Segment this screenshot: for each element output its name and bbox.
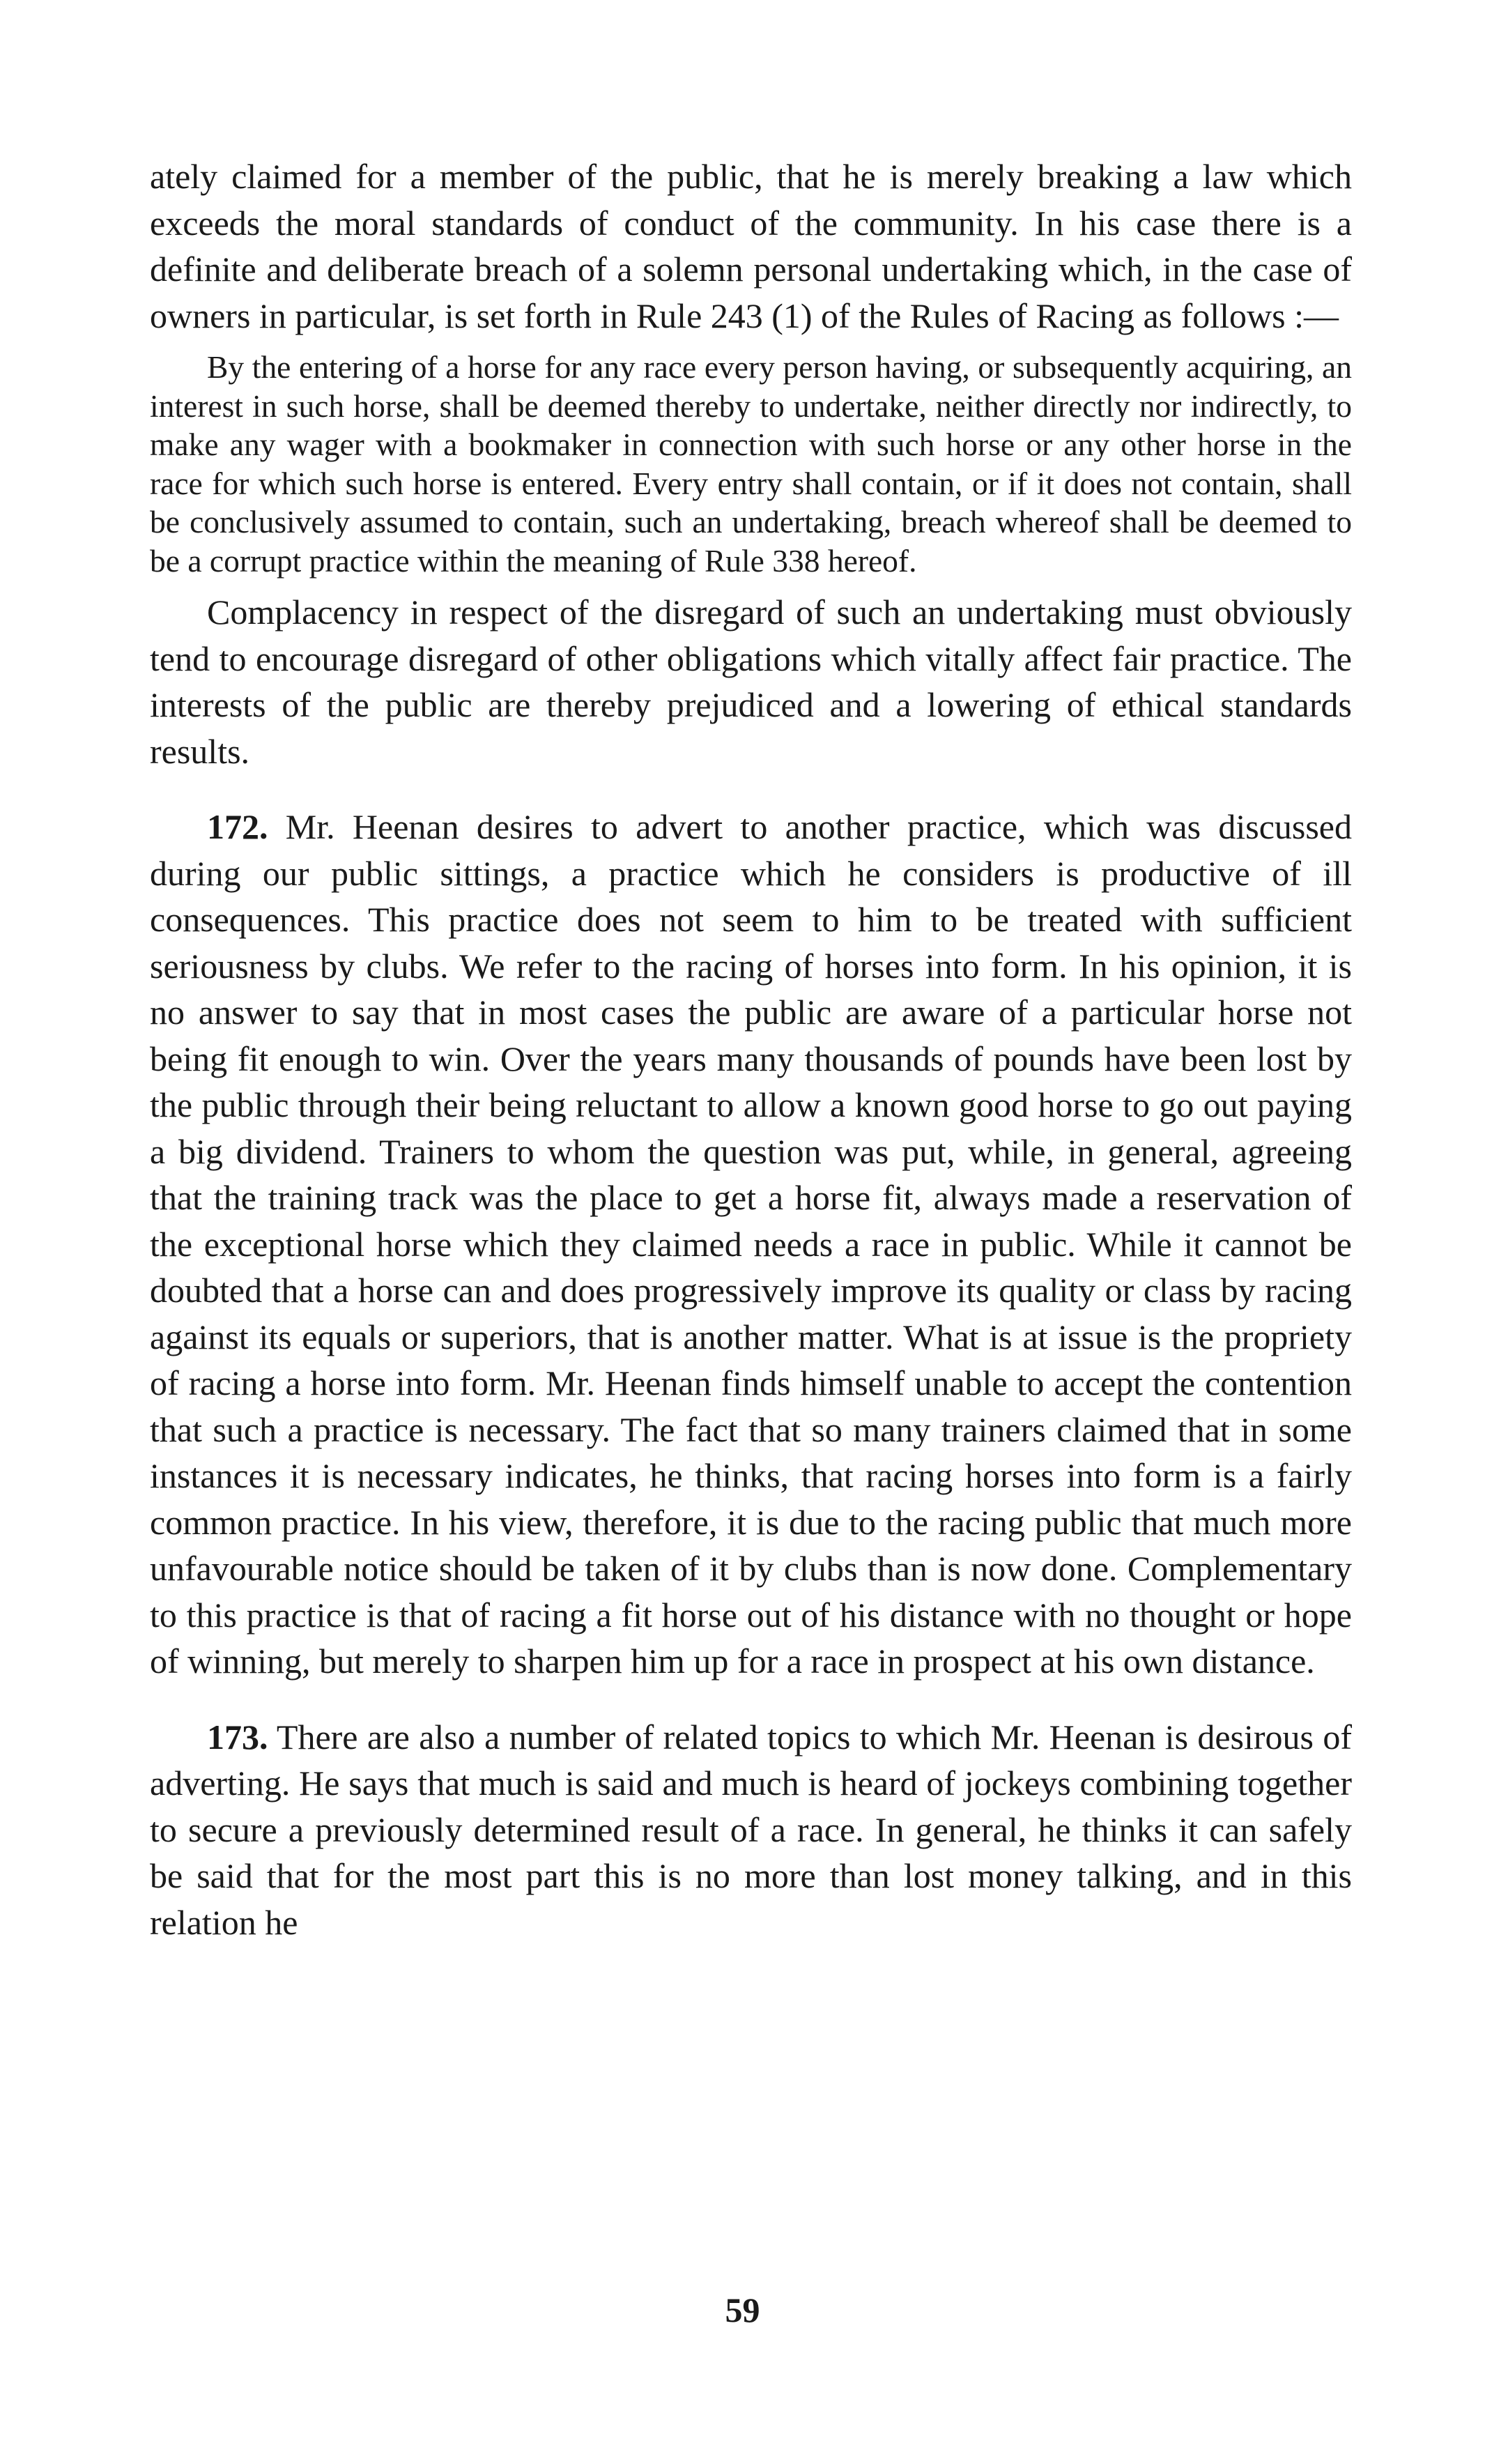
paragraph-173-text: There are also a number of related topics to which Mr. Heenan is desirous of adverting. He says that much is said and much is heard of jockeys combining together to secure a previously determined result of a race. In general, he thinks it can safely be said that for the most part this is no more than lost money talking, and in this relation he bbox=[150, 1717, 1352, 1942]
paragraph-172 bbox=[150, 804, 1352, 1685]
paragraph-172-text: Mr. Heenan desires to advert to another practice, which was discussed during our public sittings, a practice which he considers is productive of ill consequences. This practice does not seem to him to be treated with sufficient seriousness by clubs. We refer to the racing of horses into form. In his opinion, it is no answer to say that in most cases the public are aware of a particular horse not being fit enough to win. Over the years many thousands of pounds have been lost by the public through their being reluctant to allow a known good horse to go out paying a big dividend. Trainers to whom the question was put, while, in general, agreeing that the training track was the place to get a horse fit, always made a reservation of the exceptional horse which they claimed needs a race in public. While it cannot be doubted that a horse can and does progressively improve its quality or class by racing against its equals or superiors, that is another matter. What is at issue is the propriety of racing a horse into form. Mr. Heenan finds himself unable to accept the contention that such a practice is necessary. The fact that so many trainers claimed that in some instances it is necessary indicates, he thinks, that racing horses into form is a fairly common practice. In his view, therefore, it is due to the racing public that much more unfavourable notice should be taken of it by clubs than is now done. Complementary to this practice is that of racing a fit horse out of his distance with no thought or hope of winning, but merely to sharpen him up for a race in prospect at his own distance. bbox=[150, 807, 1352, 1681]
paragraph-173 bbox=[150, 1714, 1352, 1946]
paragraph-complacency: Complacency in respect of the disregard of such an undertaking must obviously tend to encourage disregard of other obligations which vitally affect fair practice. The interests of the public are thereby prejudiced and a lowering of ethical standards results. bbox=[150, 592, 1352, 771]
page-body bbox=[150, 153, 1352, 1945]
rule-243-quote: By the entering of a horse for any race every person having, or subsequently acquiring, an interest in such horse, shall be deemed thereby to undertake, neither directly nor indirectly, to make any wager with a bookmaker in connection with such horse or any other horse in the race for which such horse is entered. Every entry shall contain, or if it does not contain, shall be conclusively assumed to contain, such an undertaking, breach whereof shall be deemed to be a corrupt practice within the meaning of Rule 338 hereof. bbox=[150, 349, 1352, 579]
paragraph-number-172: 172. bbox=[207, 807, 268, 846]
page-number: 59 bbox=[725, 2290, 760, 2329]
paragraph-continuation: ately claimed for a member of the public, that he is merely breaking a law which exceeds the moral standards of conduct of the community. In his case there is a definite and deliberate breach of a solemn personal undertaking which, in the case of owners in particular, is set forth in Rule 243 (1) of the Rules of Racing as follows :— bbox=[150, 157, 1352, 335]
paragraph-number-173: 173. bbox=[207, 1717, 268, 1757]
